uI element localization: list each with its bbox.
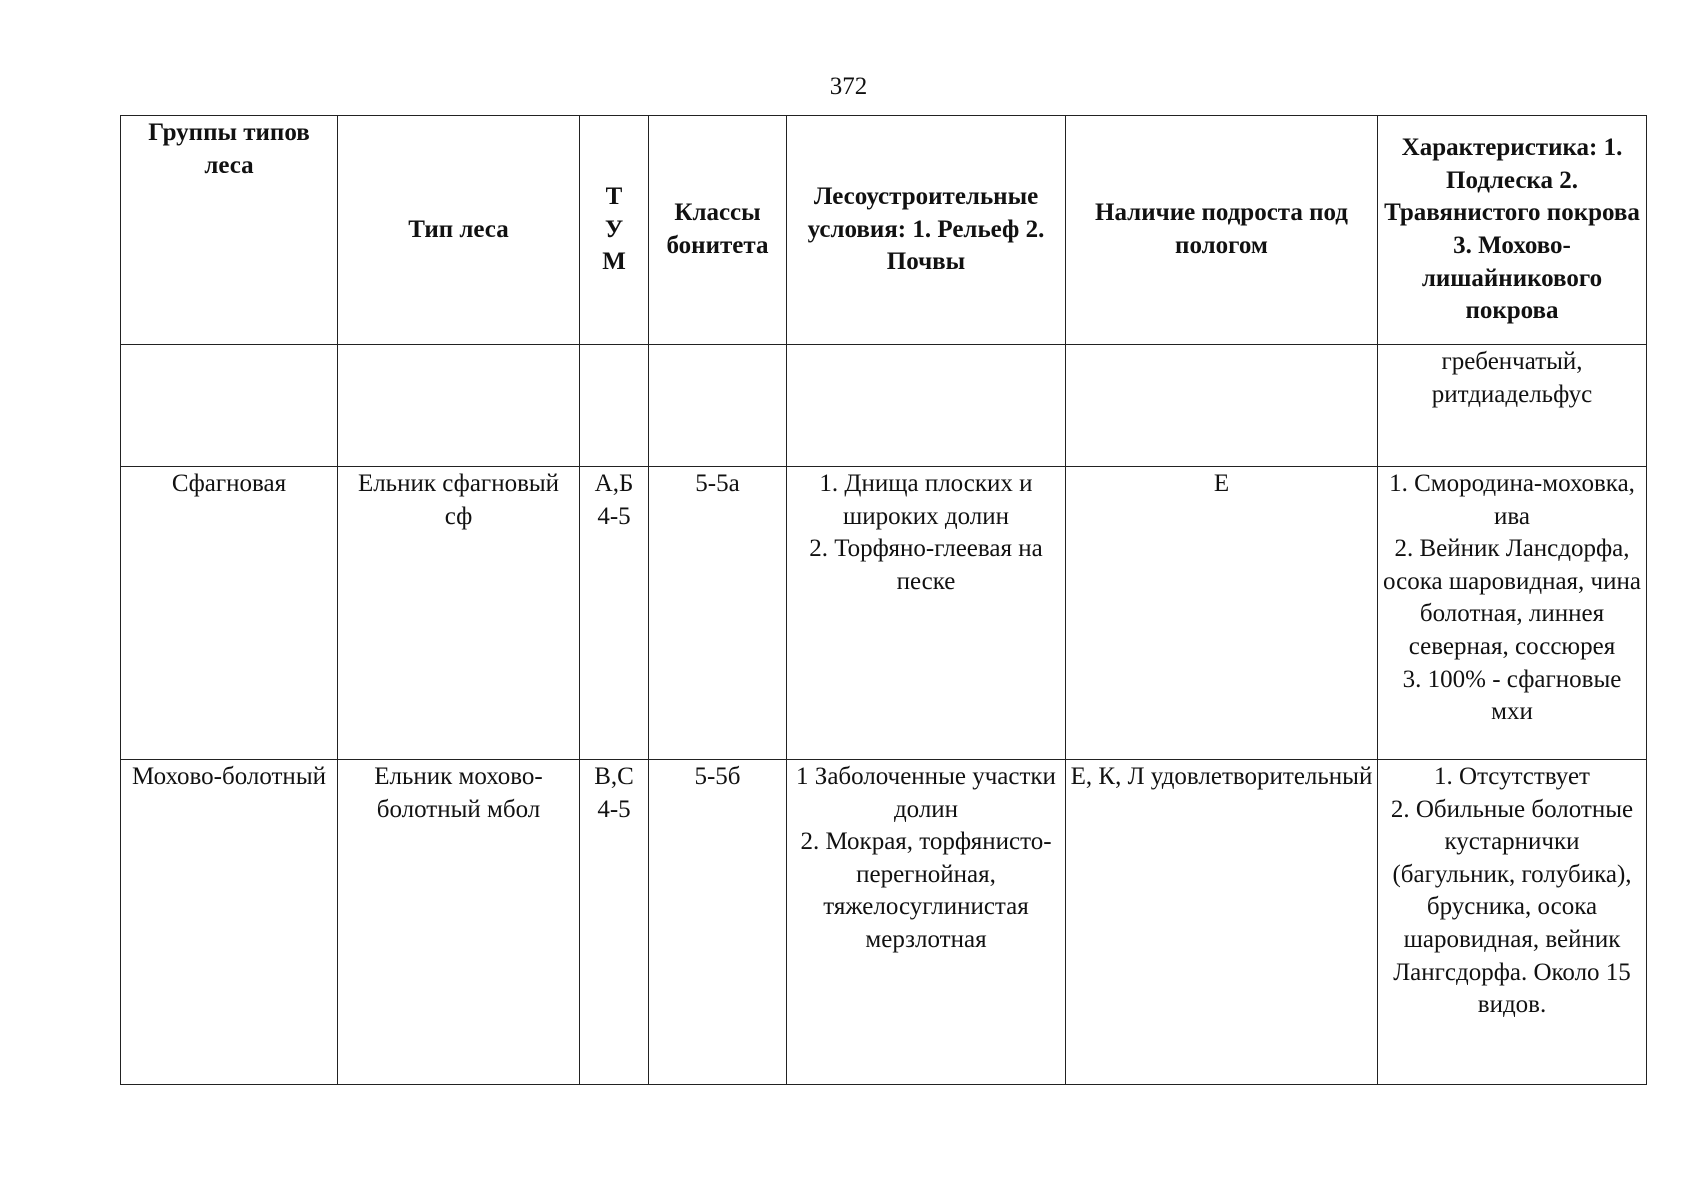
cell-characteristics: 1. Отсутствует 2. Обильные болотные кустарнички (багульник, голубика), брусника, осока шаровидная, вейник Лангсдорфа. Около 15 видов.: [1378, 760, 1647, 1085]
cell-bonitet: [649, 345, 787, 467]
table-row: [121, 467, 1647, 760]
cell-tum: В,С 4-5: [580, 760, 649, 1085]
header-group: Группы типов леса: [121, 116, 338, 345]
cell-conditions: [787, 345, 1066, 467]
cell-undergrowth: Е, К, Л удовлетворительный: [1066, 760, 1378, 1085]
cell-conditions: 1 Заболоченные участки долин 2. Мокрая, торфянисто-перегнойная, тяжелосуглинистая мерзлотная: [787, 760, 1066, 1085]
cell-undergrowth: Е: [1066, 467, 1378, 760]
header-undergrowth: Наличие подроста под пологом: [1066, 116, 1378, 345]
cell-bonitet: 5-5б: [649, 760, 787, 1085]
page-number: 372: [829, 73, 868, 100]
cell-characteristics: 1. Смородина-моховка, ива 2. Вейник Лансдорфа, осока шаровидная, чина болотная, линнея северная, соссюрея 3. 100% - сфагновые мхи: [1378, 467, 1647, 760]
cell-group: Мохово-болотный: [121, 760, 338, 1085]
table-row: [121, 345, 1647, 467]
table-header-row: [121, 116, 1647, 345]
header-conditions: Лесоустроительные условия: 1. Рельеф 2. Почвы: [787, 116, 1066, 345]
header-tum: Т У М: [580, 116, 649, 345]
cell-undergrowth: [1066, 345, 1378, 467]
forest-types-table: [120, 115, 1647, 1085]
cell-conditions: 1. Днища плоских и широких долин 2. Торфяно-глеевая на песке: [787, 467, 1066, 760]
header-characteristics: Характеристика: 1. Подлеска 2. Травянистого покрова 3. Мохово-лишайникового покрова: [1378, 116, 1647, 345]
cell-type: Ельник сфагновый сф: [338, 467, 580, 760]
cell-tum: А,Б 4-5: [580, 467, 649, 760]
cell-group: Сфагновая: [121, 467, 338, 760]
header-bonitet: Классы бонитета: [649, 116, 787, 345]
table-row: [121, 760, 1647, 1085]
cell-characteristics: гребенчатый, ритдиадельфус: [1378, 345, 1647, 467]
cell-type: [338, 345, 580, 467]
header-type: Тип леса: [338, 116, 580, 345]
cell-type: Ельник мохово-болотный мбол: [338, 760, 580, 1085]
cell-group: [121, 345, 338, 467]
cell-tum: [580, 345, 649, 467]
cell-bonitet: 5-5а: [649, 467, 787, 760]
